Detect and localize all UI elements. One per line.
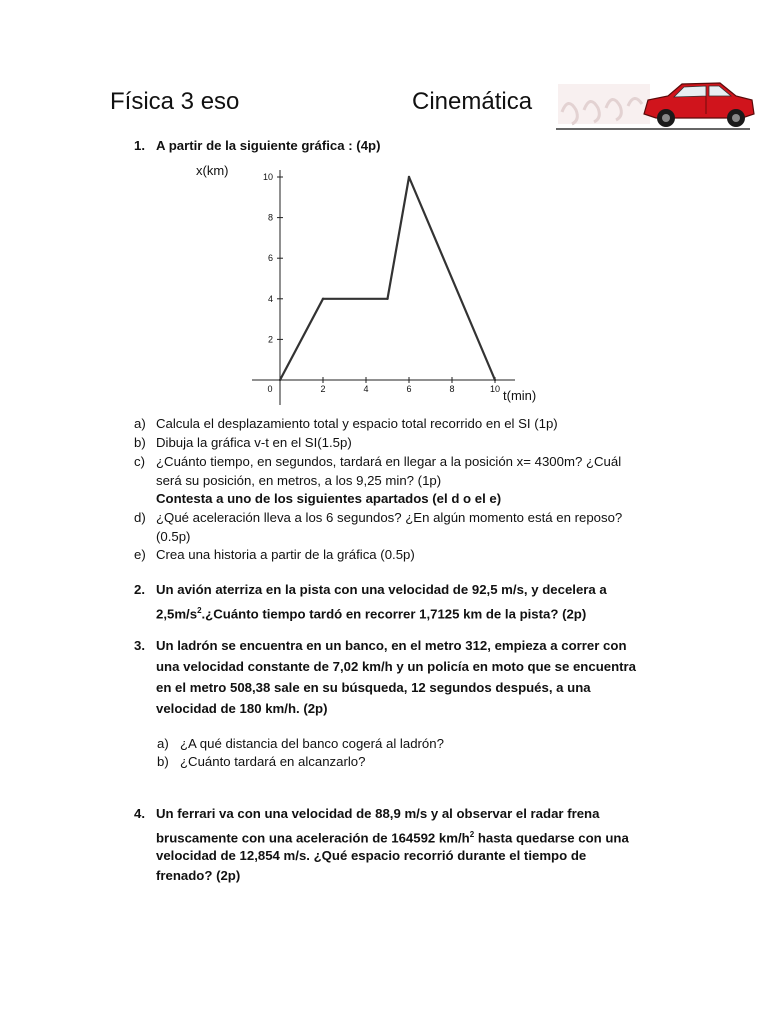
x-tick-label: 10 [489,384,501,394]
item-label: b) [134,435,146,450]
question-text-line-1: Un ladrón se encuentra en un banco, en el metro 312, empieza a correr con [156,638,627,653]
x-tick-label: 6 [406,384,412,394]
item-label: a) [134,416,146,431]
y-tick-label: 6 [267,253,273,264]
data-point [279,379,281,381]
topic-title: Cinemática [412,88,533,115]
item-text-line-2: será su posición, en metros, a los 9,25 min? (1p) [156,473,442,488]
y-axis-label: x(km) [196,163,229,178]
x-tick-label: 8 [449,384,455,394]
item-text: ¿A qué distancia del banco cogerá al ladrón? [180,736,444,751]
position-time-graph [190,160,570,410]
item-label: a) [157,736,169,751]
item-label: b) [157,754,169,769]
y-tick-label: 8 [267,212,273,223]
series-line [280,177,495,380]
item-text: Crea una historia a partir de la gráfica (0.5p) [156,547,415,562]
y-tick-label: 2 [267,334,273,345]
item-text: Calcula el desplazamiento total y espacio total recorrido en el SI (1p) [156,416,558,431]
subject-title: Física 3 eso [110,88,240,115]
item-text-line-1: ¿Cuánto tiempo, en segundos, tardará en llegar a la posición x= 4300m? ¿Cuál [156,454,622,469]
item-text-line-2: (0.5p) [156,529,191,544]
red-car-speeding-icon [556,74,756,134]
question-text-line-3: velocidad de 12,854 m/s. ¿Qué espacio recorrió durante el tiempo de [156,848,587,863]
y-tick-label: 10 [262,172,273,182]
question-number: 4. [134,806,145,821]
y-tick-label: 4 [267,293,273,304]
item-label: d) [134,510,146,525]
question-text-line-4: velocidad de 180 km/h. (2p) [156,701,328,716]
item-text-line-1: ¿Qué aceleración lleva a los 6 segundos? ¿En algún momento está en reposo? [156,510,623,525]
x-tick-label: 4 [363,384,369,394]
item-label: c) [134,454,145,469]
data-point [408,176,410,178]
question-text-line-4: frenado? (2p) [156,868,241,883]
note-text: Contesta a uno de los siguientes apartados (el d o el e) [156,491,502,506]
item-text: ¿Cuánto tardará en alcanzarlo? [180,754,366,769]
question-text-line-1: Un ferrari va con una velocidad de 88,9 m/s y al observar el radar frena [156,806,600,821]
question-text-line-2: una velocidad constante de 7,02 km/h y un policía en moto que se encuentra [156,659,637,674]
question-text-line-3: en el metro 508,38 sale en su búsqueda, 12 segundos después, a una [156,680,591,695]
data-point [494,379,496,381]
question-text-line-2: bruscamente con una aceleración de 164592 $km/h^2$ hasta quedarse con una [156,830,629,846]
item-label: e) [134,547,146,562]
x-tick-label: 2 [320,384,326,394]
question-number: 1. [134,138,145,153]
question-number: 2. [134,582,145,597]
data-point [322,298,324,300]
question-text-line-1: Un avión aterriza en la pista con una velocidad de 92,5 m/s, y decelera a [156,582,607,597]
item-text: Dibuja la gráfica v-t en el SI(1.5p) [156,435,352,450]
data-point [386,298,388,300]
x-axis-label: t(min) [503,388,537,403]
x-tick-label: 0 [267,384,273,394]
question-number: 3. [134,638,145,653]
question-text-line-2: $2,5m/s^2.¿Cuánto$ tiempo tardó en recorrer 1,7125 km de la pista? (2p) [156,606,587,622]
question-text: A partir de la siguiente gráfica : (4p) [156,138,381,153]
